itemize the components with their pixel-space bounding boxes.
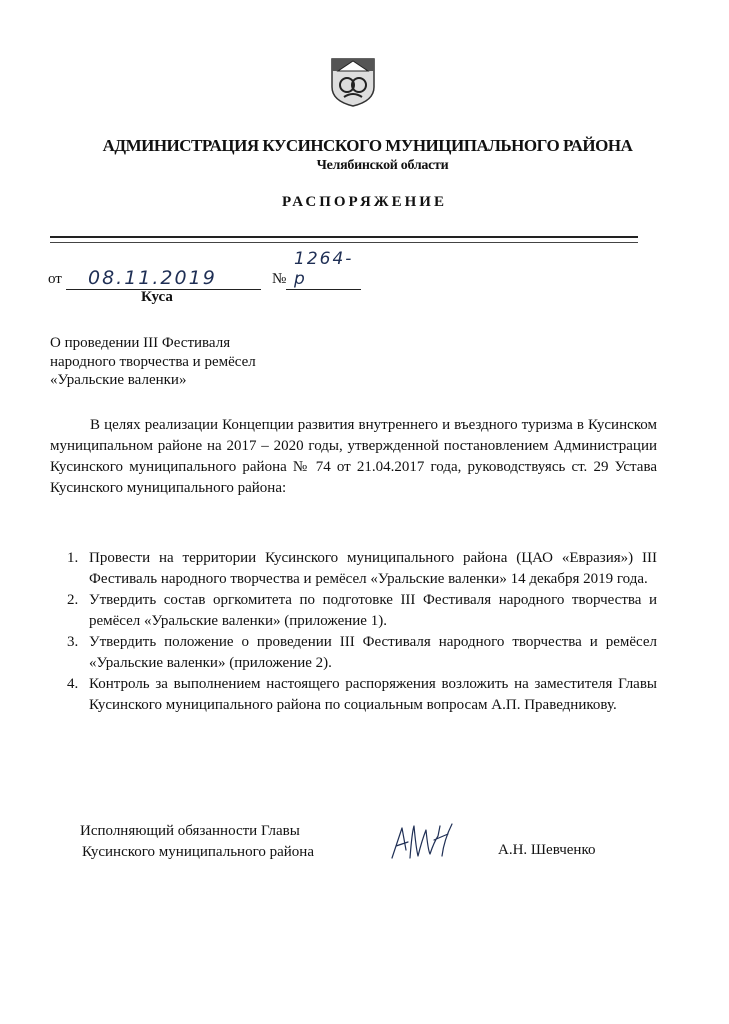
document-type-title: РАСПОРЯЖЕНИЕ <box>282 194 447 210</box>
subject-line: О проведении III Фестиваля <box>50 335 231 351</box>
coat-of-arms-icon <box>330 57 376 107</box>
header-divider-thin <box>50 242 638 243</box>
order-items-list <box>50 548 657 716</box>
item-text: Утвердить положение о проведении III Фестиваля народного творчества и ремёсел «Уральские валенки» (приложение 2). <box>89 634 657 671</box>
order-item <box>50 674 657 716</box>
handwritten-signature <box>388 820 458 862</box>
organization-name: АДМИНИСТРАЦИЯ КУСИНСКОГО МУНИЦИПАЛЬНОГО РАЙОНА <box>102 136 633 155</box>
item-text: Провести на территории Кусинского муниципального района (ЦАО «Евразия») III Фестиваль народного творчества и ремёсел «Уральские валенки» 14 декабря 2019 года. <box>89 550 657 587</box>
item-number: 1. <box>67 550 79 566</box>
signatory-name: А.Н. Шевченко <box>498 842 596 858</box>
number-label: № <box>272 271 287 287</box>
document-subject <box>50 334 256 390</box>
date-label: от <box>48 271 62 287</box>
item-number: 3. <box>67 634 79 650</box>
item-number: 4. <box>67 676 79 692</box>
city-name: Куса <box>141 289 173 305</box>
signatory-position-line: Кусинского муниципального района <box>82 844 314 860</box>
signatory-position-line: Исполняющий обязанности Главы <box>80 823 300 839</box>
order-item <box>50 590 657 632</box>
number-field <box>286 249 361 290</box>
order-item <box>50 632 657 674</box>
item-text: Контроль за выполнением настоящего распоряжения возложить на заместителя Главы Кусинского муниципального района по социальным вопросам А.П. Праведникову. <box>89 676 657 713</box>
signatory-position <box>80 821 314 863</box>
item-number: 2. <box>67 592 79 608</box>
date-value: 08.11.2019 <box>88 267 217 289</box>
number-value: 1264-р <box>294 249 354 289</box>
organization-region: Челябинской области <box>316 158 449 173</box>
date-number-line <box>48 249 368 294</box>
subject-line: «Уральские валенки» <box>50 372 187 388</box>
date-field <box>66 265 261 290</box>
header-divider-thick <box>50 236 638 238</box>
order-item <box>50 548 657 590</box>
preamble-paragraph: В целях реализации Концепции развития внутреннего и въездного туризма в Кусинском муниципальном районе на 2017 – 2020 годы, утвержденной постановлением Администрации Кусинского муниципального района № 74 от 21.04.2017 года, руководствуясь ст. 29 Устава Кусинского муниципального района: <box>50 417 657 496</box>
item-text: Утвердить состав оргкомитета по подготовке III Фестиваля народного творчества и ремёсел «Уральские валенки» (приложение 1). <box>89 592 657 629</box>
subject-line: народного творчества и ремёсел <box>50 353 256 370</box>
